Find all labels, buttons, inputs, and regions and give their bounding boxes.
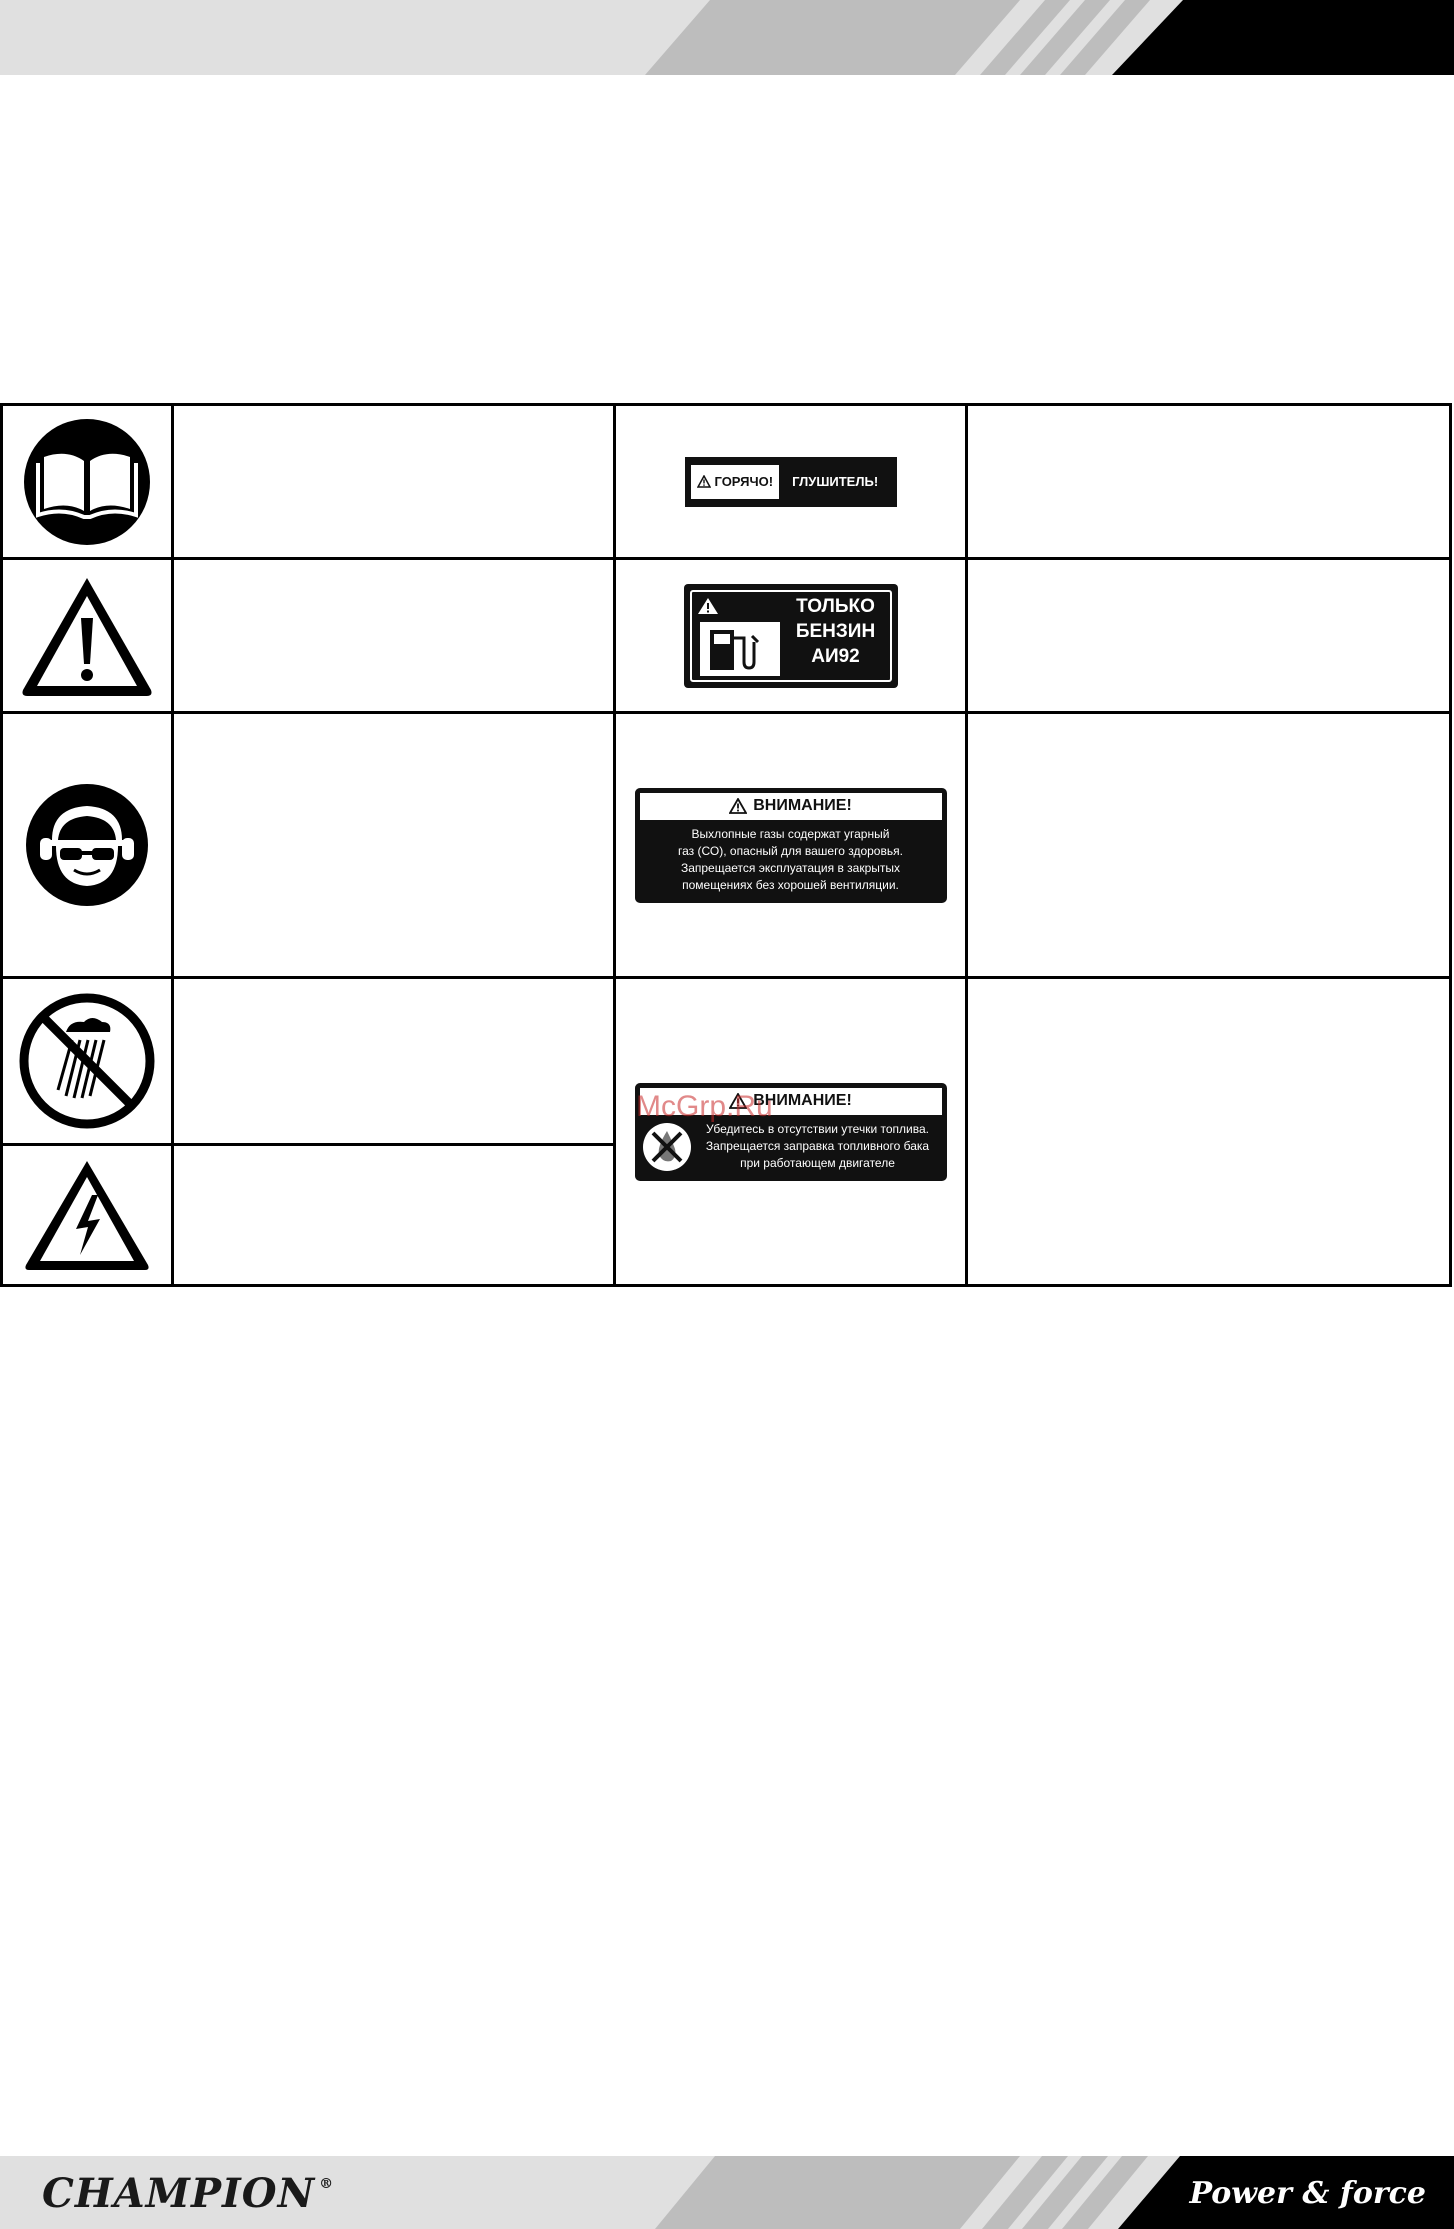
sticker-line: Выхлопные газы содержат угарный: [691, 826, 890, 841]
table-row: [3, 1146, 171, 1284]
header-band: [0, 0, 1454, 75]
sticker-line: ТОЛЬКО: [796, 595, 875, 617]
sticker-left-text: ГОРЯЧО!: [714, 474, 774, 489]
warning-triangle-icon: [697, 475, 711, 488]
electric-shock-icon: [22, 1157, 152, 1273]
brand-name: CHAMPION: [42, 2169, 316, 2217]
sticker-line: газ (СО), опасный для вашего здоровья.: [678, 843, 903, 858]
hot-muffler-sticker: [685, 457, 897, 507]
sticker-line: БЕНЗИН: [795, 620, 876, 642]
champion-logo: [42, 2162, 334, 2224]
table-row: [3, 560, 171, 711]
sticker-right-text: ГЛУШИТЕЛЬ!: [792, 474, 879, 489]
watermark: McGrp.Ru: [636, 1090, 773, 1123]
table-row: [3, 714, 171, 976]
sticker-title: ВНИМАНИЕ!: [753, 797, 852, 814]
read-manual-icon: [22, 417, 152, 547]
table-row: [3, 406, 171, 557]
brand-slogan: Power & force: [1189, 2175, 1426, 2211]
sticker-line: Убедитесь в отсутствии утечки топлива.: [706, 1121, 929, 1136]
table-row: [3, 979, 171, 1143]
warning-exclamation-icon: [17, 572, 157, 700]
sticker-line: помещениях без хорошей вентиляции.: [682, 877, 899, 892]
sticker-line: Запрещается заправка топливного бака: [705, 1138, 930, 1153]
description-cell: [174, 406, 613, 557]
registered-mark: ®: [319, 2176, 335, 2192]
table-divider: [965, 406, 968, 1284]
sticker-line: при работающем двигателе: [740, 1155, 895, 1170]
sticker-line: АИ92: [811, 645, 860, 667]
fuel-only-sticker: [684, 584, 898, 688]
exhaust-warning-sticker: [635, 788, 947, 903]
fuel-pump-icon: [696, 596, 780, 676]
sticker-line: Запрещается эксплуатация в закрытых: [680, 860, 901, 875]
safety-symbols-table: [0, 403, 1452, 1287]
sticker-title: ВНИМАНИЕ!: [753, 1092, 852, 1109]
no-fuel-spill-icon: [641, 1121, 693, 1173]
protective-equipment-icon: [24, 782, 150, 908]
warning-triangle-icon: [729, 798, 747, 814]
no-rain-icon: [18, 992, 156, 1130]
